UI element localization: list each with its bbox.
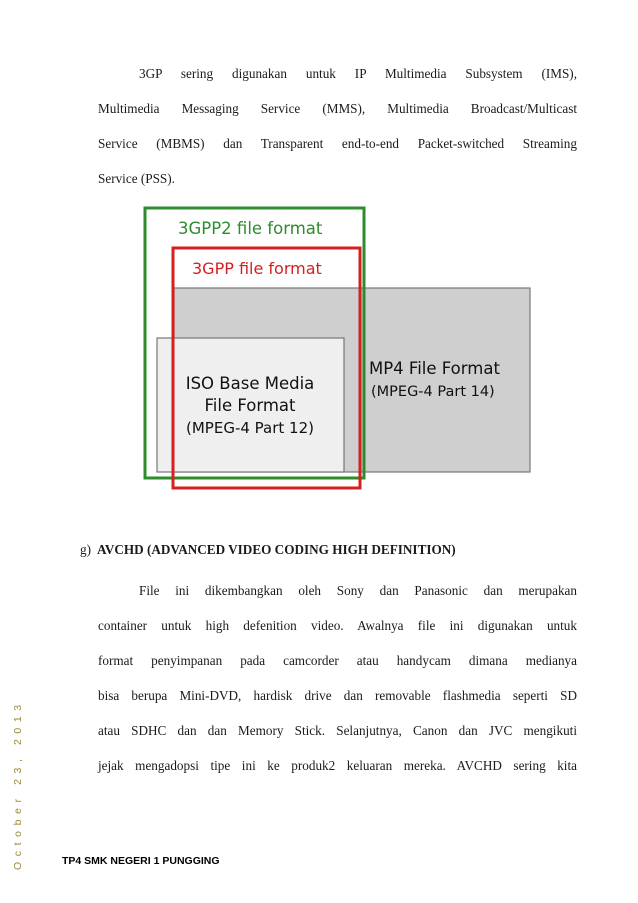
paragraph-line: Multimedia Messaging Service (MMS), Multimedia Broadcast/Multicast [98, 101, 577, 116]
iso-label-line3: (MPEG-4 Part 12) [186, 419, 314, 437]
mp4-label-line2: (MPEG-4 Part 14) [371, 384, 495, 400]
list-marker: g) [80, 542, 91, 557]
paragraph-3gp-usage [98, 56, 577, 196]
iso-label-line1: ISO Base Media [185, 374, 315, 393]
side-date: October 23, 2013 [12, 699, 24, 870]
paragraph-line: Service (MBMS) dan Transparent end-to-end Packet-switched Streaming [98, 136, 577, 151]
paragraph-line: container untuk high defenition video. Awalnya file ini digunakan untuk [98, 618, 577, 633]
paragraph-line: atau SDHC dan dan Memory Stick. Selanjutnya, Canon dan JVC mengikuti [98, 723, 577, 738]
paragraph-line: jejak mengadopsi tipe ini ke produk2 keluaran mereka. AVCHD sering kita [98, 758, 577, 773]
iso-label-line2: File Format [204, 396, 296, 415]
paragraph-line: bisa berupa Mini-DVD, hardisk drive dan removable flashmedia seperti SD [98, 688, 577, 703]
paragraph-line: File ini dikembangkan oleh Sony dan Panasonic dan merupakan [139, 583, 577, 598]
file-format-diagram [140, 204, 532, 490]
section-title: AVCHD (ADVANCED VIDEO CODING HIGH DEFINITION) [97, 542, 456, 557]
section-g-heading [80, 542, 456, 558]
paragraph-line: Service (PSS). [98, 171, 175, 186]
paragraph-avchd [98, 573, 577, 783]
page-footer: TP4 SMK NEGERI 1 PUNGGING [62, 855, 220, 867]
mp4-label-line1: MP4 File Format [369, 359, 500, 378]
3gpp2-label: 3GPP2 file format [178, 219, 323, 238]
paragraph-line: format penyimpanan pada camcorder atau handycam dimana medianya [98, 653, 577, 668]
3gpp-label: 3GPP file format [192, 259, 322, 278]
paragraph-line: 3GP sering digunakan untuk IP Multimedia Subsystem (IMS), [139, 66, 577, 81]
